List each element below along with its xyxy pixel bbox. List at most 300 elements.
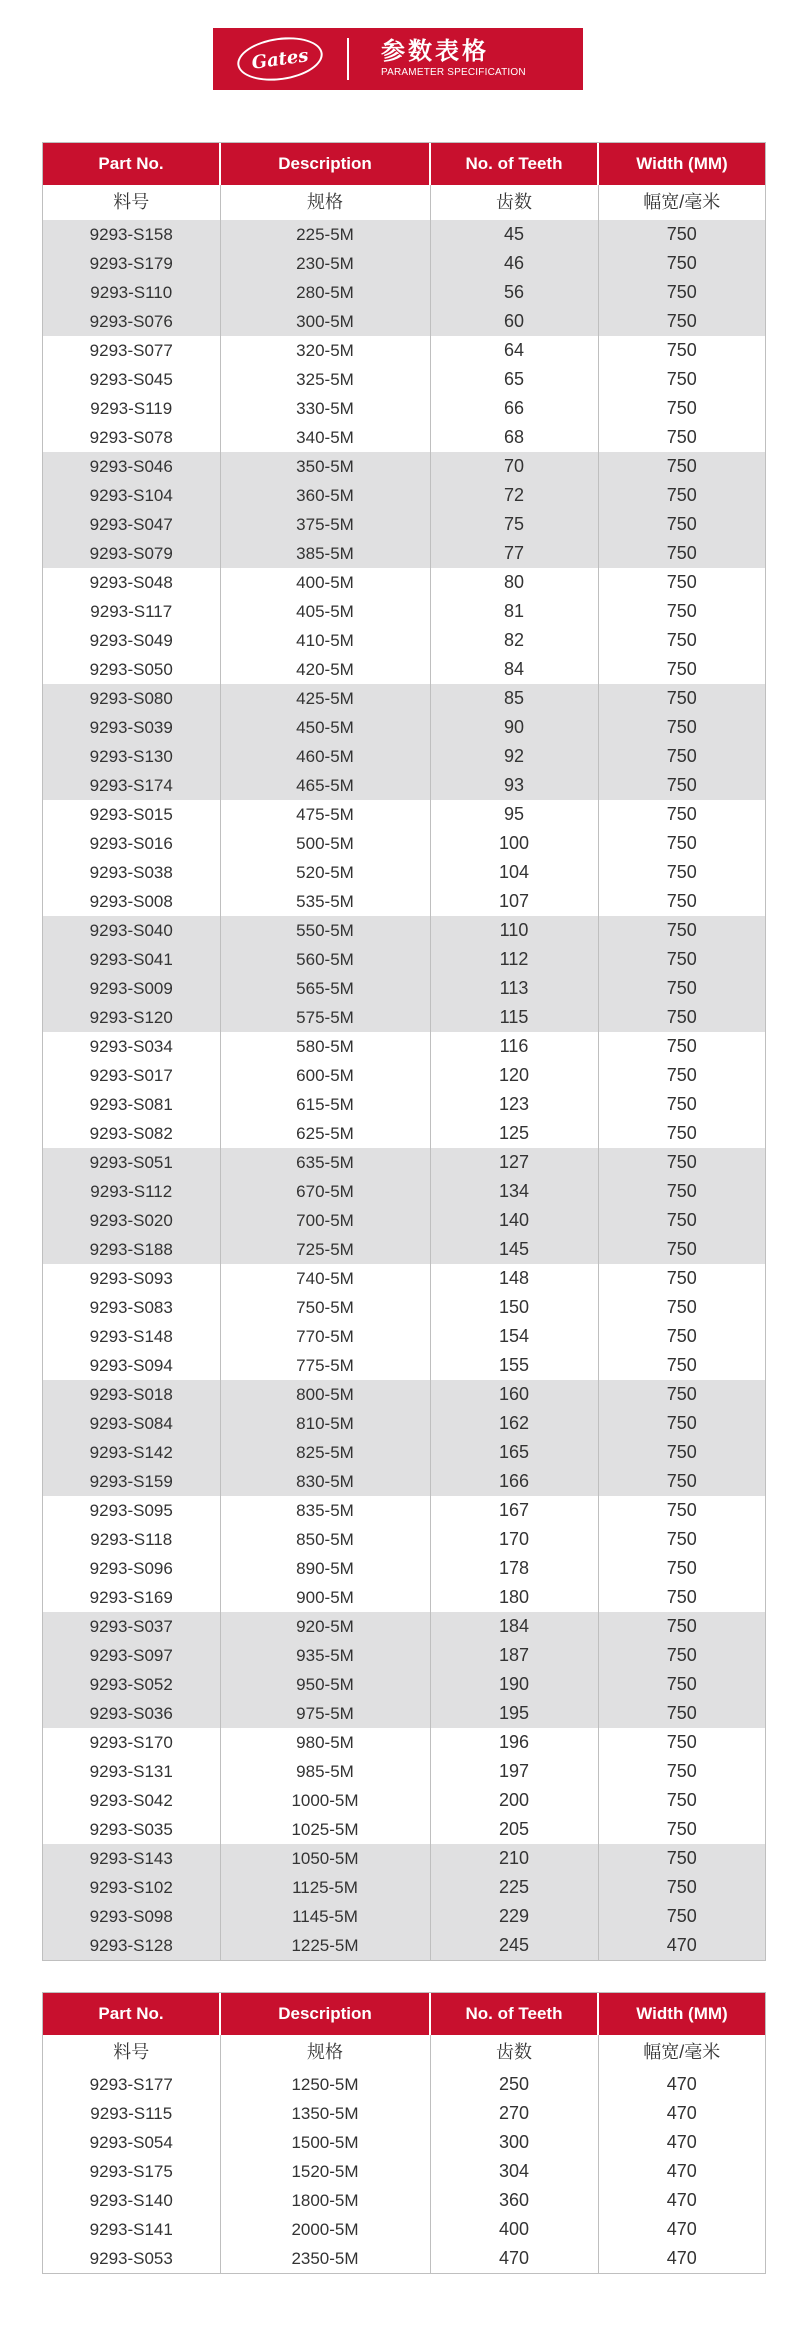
part-no-cell: 9293-S035 — [43, 1815, 220, 1844]
width-cell: 750 — [598, 1699, 765, 1728]
width-cell: 750 — [598, 1844, 765, 1873]
part-no-cell: 9293-S016 — [43, 829, 220, 858]
width-cell: 750 — [598, 1873, 765, 1902]
part-no-cell: 9293-S118 — [43, 1525, 220, 1554]
description-cell: 625-5M — [220, 1119, 430, 1148]
spec-table-2 — [43, 1993, 765, 2273]
teeth-cell: 187 — [430, 1641, 598, 1670]
teeth-cell: 167 — [430, 1496, 598, 1525]
teeth-cell: 150 — [430, 1293, 598, 1322]
part-no-cell: 9293-S095 — [43, 1496, 220, 1525]
teeth-cell: 470 — [430, 2244, 598, 2273]
header-teeth: No. of Teeth — [430, 143, 598, 185]
part-no-cell: 9293-S076 — [43, 307, 220, 336]
table-row — [43, 365, 765, 394]
width-cell: 750 — [666, 1036, 697, 1056]
teeth-cell: 225 — [430, 1873, 598, 1902]
width-cell: 750 — [598, 713, 765, 742]
width-cell: 750 — [598, 945, 765, 974]
table-row — [43, 887, 765, 916]
width-cell: 750 — [666, 398, 697, 418]
table-row — [43, 1873, 765, 1902]
header-cn-teeth: 齿数 — [430, 2035, 598, 2070]
table-row — [43, 858, 765, 887]
table-row — [43, 945, 765, 974]
width-cell: 750 — [666, 1819, 697, 1839]
table-row — [43, 974, 765, 1003]
description-cell: 1000-5M — [220, 1786, 430, 1815]
table-row — [43, 568, 765, 597]
part-no-cell: 9293-S120 — [43, 1003, 220, 1032]
width-cell: 750 — [598, 249, 765, 278]
part-no-cell: 9293-S053 — [43, 2244, 220, 2273]
width-cell: 750 — [598, 220, 765, 249]
part-no-cell: 9293-S008 — [43, 887, 220, 916]
header-cn-width: 幅宽/毫米 — [598, 185, 765, 220]
description-cell: 600-5M — [220, 1061, 430, 1090]
teeth-cell: 80 — [430, 568, 598, 597]
table-row — [43, 1148, 765, 1177]
table-row — [43, 220, 765, 249]
width-cell: 750 — [666, 891, 697, 911]
teeth-cell: 170 — [430, 1525, 598, 1554]
table-row — [43, 1844, 765, 1873]
description-cell: 375-5M — [220, 510, 430, 539]
table-row — [43, 336, 765, 365]
header-row-cn — [43, 2035, 765, 2070]
description-cell: 850-5M — [220, 1525, 430, 1554]
part-no-cell: 9293-S141 — [43, 2215, 220, 2244]
description-cell: 1125-5M — [220, 1873, 430, 1902]
table-row — [43, 1641, 765, 1670]
part-no-cell: 9293-S148 — [43, 1322, 220, 1351]
width-cell: 750 — [598, 916, 765, 945]
teeth-cell: 162 — [430, 1409, 598, 1438]
part-no-cell: 9293-S158 — [43, 220, 220, 249]
description-cell: 985-5M — [220, 1757, 430, 1786]
table-row — [43, 510, 765, 539]
width-cell: 750 — [666, 1790, 697, 1810]
width-cell: 750 — [598, 742, 765, 771]
table-row — [43, 829, 765, 858]
width-cell: 470 — [666, 2248, 697, 2268]
header-cn-part-no: 料号 — [43, 185, 220, 220]
width-cell: 750 — [598, 771, 765, 800]
table-row — [43, 423, 765, 452]
teeth-cell: 60 — [430, 307, 598, 336]
part-no-cell: 9293-S119 — [43, 394, 220, 423]
width-cell: 750 — [666, 1123, 697, 1143]
width-cell: 750 — [666, 1761, 697, 1781]
table-row — [43, 1815, 765, 1844]
description-cell: 1350-5M — [220, 2099, 430, 2128]
description-cell: 1250-5M — [220, 2070, 430, 2099]
width-cell: 750 — [666, 630, 697, 650]
description-cell: 770-5M — [220, 1322, 430, 1351]
table-row — [43, 1206, 765, 1235]
description-cell: 750-5M — [220, 1293, 430, 1322]
spec-table-1 — [43, 143, 765, 1960]
teeth-cell: 72 — [430, 481, 598, 510]
header-row — [43, 143, 765, 185]
part-no-cell: 9293-S159 — [43, 1467, 220, 1496]
teeth-cell: 166 — [430, 1467, 598, 1496]
part-no-cell: 9293-S188 — [43, 1235, 220, 1264]
width-cell: 750 — [666, 1558, 697, 1578]
description-cell: 890-5M — [220, 1554, 430, 1583]
header-cn-teeth: 齿数 — [430, 185, 598, 220]
description-cell: 405-5M — [220, 597, 430, 626]
table-row — [43, 1351, 765, 1380]
part-no-cell: 9293-S142 — [43, 1438, 220, 1467]
table-row — [43, 1380, 765, 1409]
teeth-cell: 115 — [430, 1003, 598, 1032]
table-row — [43, 2215, 765, 2244]
description-cell: 775-5M — [220, 1351, 430, 1380]
part-no-cell: 9293-S042 — [43, 1786, 220, 1815]
width-cell: 750 — [666, 1268, 697, 1288]
header-cn-description: 规格 — [220, 2035, 430, 2070]
table-row — [43, 1438, 765, 1467]
description-cell: 520-5M — [220, 858, 430, 887]
description-cell: 980-5M — [220, 1728, 430, 1757]
description-cell: 280-5M — [220, 278, 430, 307]
part-no-cell: 9293-S052 — [43, 1670, 220, 1699]
width-cell: 470 — [666, 2103, 697, 2123]
header-cn-width: 幅宽/毫米 — [598, 2035, 765, 2070]
description-cell: 330-5M — [220, 394, 430, 423]
width-cell: 750 — [598, 1206, 765, 1235]
width-cell: 750 — [666, 1297, 697, 1317]
description-cell: 2000-5M — [220, 2215, 430, 2244]
part-no-cell: 9293-S140 — [43, 2186, 220, 2215]
width-cell: 750 — [666, 369, 697, 389]
teeth-cell: 400 — [430, 2215, 598, 2244]
description-cell: 450-5M — [220, 713, 430, 742]
description-cell: 950-5M — [220, 1670, 430, 1699]
teeth-cell: 360 — [430, 2186, 598, 2215]
teeth-cell: 304 — [430, 2157, 598, 2186]
teeth-cell: 205 — [430, 1815, 598, 1844]
part-no-cell: 9293-S036 — [43, 1699, 220, 1728]
part-no-cell: 9293-S093 — [43, 1264, 220, 1293]
width-cell: 750 — [666, 1529, 697, 1549]
width-cell: 750 — [598, 1670, 765, 1699]
table-row — [43, 452, 765, 481]
width-cell: 750 — [598, 974, 765, 1003]
description-cell: 320-5M — [220, 336, 430, 365]
teeth-cell: 93 — [430, 771, 598, 800]
teeth-cell: 197 — [430, 1757, 598, 1786]
description-cell: 920-5M — [220, 1612, 430, 1641]
width-cell: 750 — [666, 1355, 697, 1375]
part-no-cell: 9293-S110 — [43, 278, 220, 307]
teeth-cell: 154 — [430, 1322, 598, 1351]
description-cell: 1225-5M — [220, 1931, 430, 1960]
table-row — [43, 2244, 765, 2273]
part-no-cell: 9293-S175 — [43, 2157, 220, 2186]
table-row — [43, 1119, 765, 1148]
part-no-cell: 9293-S084 — [43, 1409, 220, 1438]
description-cell: 1145-5M — [220, 1902, 430, 1931]
header-row — [43, 1993, 765, 2035]
description-cell: 800-5M — [220, 1380, 430, 1409]
table-row — [43, 1728, 765, 1757]
teeth-cell: 155 — [430, 1351, 598, 1380]
teeth-cell: 195 — [430, 1699, 598, 1728]
description-cell: 500-5M — [220, 829, 430, 858]
part-no-cell: 9293-S080 — [43, 684, 220, 713]
table-row — [43, 1902, 765, 1931]
header-part-no: Part No. — [43, 143, 220, 185]
width-cell: 470 — [666, 2074, 697, 2094]
part-no-cell: 9293-S018 — [43, 1380, 220, 1409]
description-cell: 420-5M — [220, 655, 430, 684]
part-no-cell: 9293-S038 — [43, 858, 220, 887]
width-cell: 750 — [598, 1612, 765, 1641]
part-no-cell: 9293-S079 — [43, 539, 220, 568]
table-row — [43, 1235, 765, 1264]
teeth-cell: 180 — [430, 1583, 598, 1612]
table-row — [43, 1931, 765, 1960]
table-row — [43, 684, 765, 713]
width-cell: 750 — [598, 510, 765, 539]
teeth-cell: 140 — [430, 1206, 598, 1235]
teeth-cell: 200 — [430, 1786, 598, 1815]
teeth-cell: 300 — [430, 2128, 598, 2157]
part-no-cell: 9293-S174 — [43, 771, 220, 800]
teeth-cell: 95 — [430, 800, 598, 829]
teeth-cell: 113 — [430, 974, 598, 1003]
teeth-cell: 64 — [430, 336, 598, 365]
header-teeth: No. of Teeth — [430, 1993, 598, 2035]
description-cell: 230-5M — [220, 249, 430, 278]
description-cell: 460-5M — [220, 742, 430, 771]
table-row — [43, 800, 765, 829]
table-row — [43, 1061, 765, 1090]
teeth-cell: 104 — [430, 858, 598, 887]
width-cell: 750 — [598, 1003, 765, 1032]
width-cell: 750 — [598, 278, 765, 307]
teeth-cell: 210 — [430, 1844, 598, 1873]
header-part-no: Part No. — [43, 1993, 220, 2035]
width-cell: 750 — [598, 1902, 765, 1931]
width-cell: 750 — [666, 427, 697, 447]
width-cell: 750 — [598, 539, 765, 568]
table-row — [43, 539, 765, 568]
teeth-cell: 145 — [430, 1235, 598, 1264]
table-row — [43, 742, 765, 771]
table-row — [43, 1554, 765, 1583]
teeth-cell: 250 — [430, 2070, 598, 2099]
width-cell: 750 — [666, 1732, 697, 1752]
part-no-cell: 9293-S020 — [43, 1206, 220, 1235]
table-row — [43, 278, 765, 307]
width-cell: 750 — [666, 833, 697, 853]
part-no-cell: 9293-S050 — [43, 655, 220, 684]
teeth-cell: 65 — [430, 365, 598, 394]
teeth-cell: 85 — [430, 684, 598, 713]
teeth-cell: 110 — [430, 916, 598, 945]
table-row — [43, 1177, 765, 1206]
width-cell: 750 — [666, 659, 697, 679]
table-row — [43, 713, 765, 742]
table-row — [43, 771, 765, 800]
description-cell: 900-5M — [220, 1583, 430, 1612]
description-cell: 340-5M — [220, 423, 430, 452]
width-cell: 750 — [666, 1065, 697, 1085]
part-no-cell: 9293-S096 — [43, 1554, 220, 1583]
part-no-cell: 9293-S082 — [43, 1119, 220, 1148]
description-cell: 300-5M — [220, 307, 430, 336]
description-cell: 350-5M — [220, 452, 430, 481]
teeth-cell: 127 — [430, 1148, 598, 1177]
table-row — [43, 2099, 765, 2128]
teeth-cell: 70 — [430, 452, 598, 481]
teeth-cell: 270 — [430, 2099, 598, 2128]
table-row — [43, 2186, 765, 2215]
part-no-cell: 9293-S130 — [43, 742, 220, 771]
part-no-cell: 9293-S051 — [43, 1148, 220, 1177]
description-cell: 475-5M — [220, 800, 430, 829]
description-cell: 325-5M — [220, 365, 430, 394]
description-cell: 740-5M — [220, 1264, 430, 1293]
header-description: Description — [220, 143, 430, 185]
width-cell: 750 — [598, 1467, 765, 1496]
teeth-cell: 178 — [430, 1554, 598, 1583]
teeth-cell: 75 — [430, 510, 598, 539]
part-no-cell: 9293-S117 — [43, 597, 220, 626]
description-cell: 560-5M — [220, 945, 430, 974]
width-cell: 750 — [666, 572, 697, 592]
part-no-cell: 9293-S041 — [43, 945, 220, 974]
description-cell: 1520-5M — [220, 2157, 430, 2186]
table-row — [43, 2157, 765, 2186]
part-no-cell: 9293-S131 — [43, 1757, 220, 1786]
description-cell: 830-5M — [220, 1467, 430, 1496]
gates-logo — [213, 28, 347, 90]
table-row — [43, 1264, 765, 1293]
part-no-cell: 9293-S081 — [43, 1090, 220, 1119]
table-row — [43, 1496, 765, 1525]
description-cell: 465-5M — [220, 771, 430, 800]
table-row — [43, 1409, 765, 1438]
part-no-cell: 9293-S104 — [43, 481, 220, 510]
part-no-cell: 9293-S094 — [43, 1351, 220, 1380]
table-row — [43, 249, 765, 278]
table-row — [43, 481, 765, 510]
description-cell: 400-5M — [220, 568, 430, 597]
table-row — [43, 2128, 765, 2157]
description-cell: 1025-5M — [220, 1815, 430, 1844]
width-cell: 750 — [598, 684, 765, 713]
banner-title-en: PARAMETER SPECIFICATION — [381, 67, 526, 78]
description-cell: 635-5M — [220, 1148, 430, 1177]
part-no-cell: 9293-S128 — [43, 1931, 220, 1960]
part-no-cell: 9293-S039 — [43, 713, 220, 742]
teeth-cell: 196 — [430, 1728, 598, 1757]
table-row — [43, 394, 765, 423]
table-row — [43, 1525, 765, 1554]
part-no-cell: 9293-S077 — [43, 336, 220, 365]
part-no-cell: 9293-S098 — [43, 1902, 220, 1931]
description-cell: 580-5M — [220, 1032, 430, 1061]
description-cell: 385-5M — [220, 539, 430, 568]
width-cell: 750 — [598, 452, 765, 481]
width-cell: 750 — [666, 804, 697, 824]
part-no-cell: 9293-S045 — [43, 365, 220, 394]
gates-logo-mark: Gates — [234, 32, 325, 86]
teeth-cell: 90 — [430, 713, 598, 742]
width-cell: 470 — [666, 2219, 697, 2239]
table-row — [43, 1090, 765, 1119]
part-no-cell: 9293-S049 — [43, 626, 220, 655]
header-cn-part-no: 料号 — [43, 2035, 220, 2070]
part-no-cell: 9293-S115 — [43, 2099, 220, 2128]
description-cell: 935-5M — [220, 1641, 430, 1670]
description-cell: 565-5M — [220, 974, 430, 1003]
width-cell: 750 — [598, 1641, 765, 1670]
width-cell: 750 — [666, 1587, 697, 1607]
table-row — [43, 626, 765, 655]
teeth-cell: 148 — [430, 1264, 598, 1293]
description-cell: 575-5M — [220, 1003, 430, 1032]
teeth-cell: 46 — [430, 249, 598, 278]
part-no-cell: 9293-S143 — [43, 1844, 220, 1873]
width-cell: 750 — [666, 601, 697, 621]
part-no-cell: 9293-S083 — [43, 1293, 220, 1322]
teeth-cell: 107 — [430, 887, 598, 916]
width-cell: 750 — [666, 1500, 697, 1520]
width-cell: 750 — [666, 862, 697, 882]
part-no-cell: 9293-S169 — [43, 1583, 220, 1612]
width-cell: 750 — [598, 481, 765, 510]
table-row — [43, 1612, 765, 1641]
width-cell: 750 — [598, 1148, 765, 1177]
part-no-cell: 9293-S037 — [43, 1612, 220, 1641]
table-row — [43, 1699, 765, 1728]
part-no-cell: 9293-S034 — [43, 1032, 220, 1061]
header-width: Width (MM) — [598, 1993, 765, 2035]
teeth-cell: 165 — [430, 1438, 598, 1467]
description-cell: 225-5M — [220, 220, 430, 249]
table-row — [43, 1757, 765, 1786]
description-cell: 1050-5M — [220, 1844, 430, 1873]
part-no-cell: 9293-S097 — [43, 1641, 220, 1670]
width-cell: 750 — [598, 1177, 765, 1206]
description-cell: 835-5M — [220, 1496, 430, 1525]
teeth-cell: 112 — [430, 945, 598, 974]
width-cell: 750 — [598, 307, 765, 336]
table-row — [43, 1032, 765, 1061]
table-row — [43, 1003, 765, 1032]
part-no-cell: 9293-S017 — [43, 1061, 220, 1090]
description-cell: 810-5M — [220, 1409, 430, 1438]
teeth-cell: 81 — [430, 597, 598, 626]
description-cell: 410-5M — [220, 626, 430, 655]
description-cell: 975-5M — [220, 1699, 430, 1728]
teeth-cell: 116 — [430, 1032, 598, 1061]
description-cell: 425-5M — [220, 684, 430, 713]
part-no-cell: 9293-S112 — [43, 1177, 220, 1206]
header-cn-description: 规格 — [220, 185, 430, 220]
part-no-cell: 9293-S177 — [43, 2070, 220, 2099]
width-cell: 470 — [598, 1931, 765, 1960]
table-row — [43, 1583, 765, 1612]
table-row — [43, 1467, 765, 1496]
description-cell: 825-5M — [220, 1438, 430, 1467]
description-cell: 2350-5M — [220, 2244, 430, 2273]
